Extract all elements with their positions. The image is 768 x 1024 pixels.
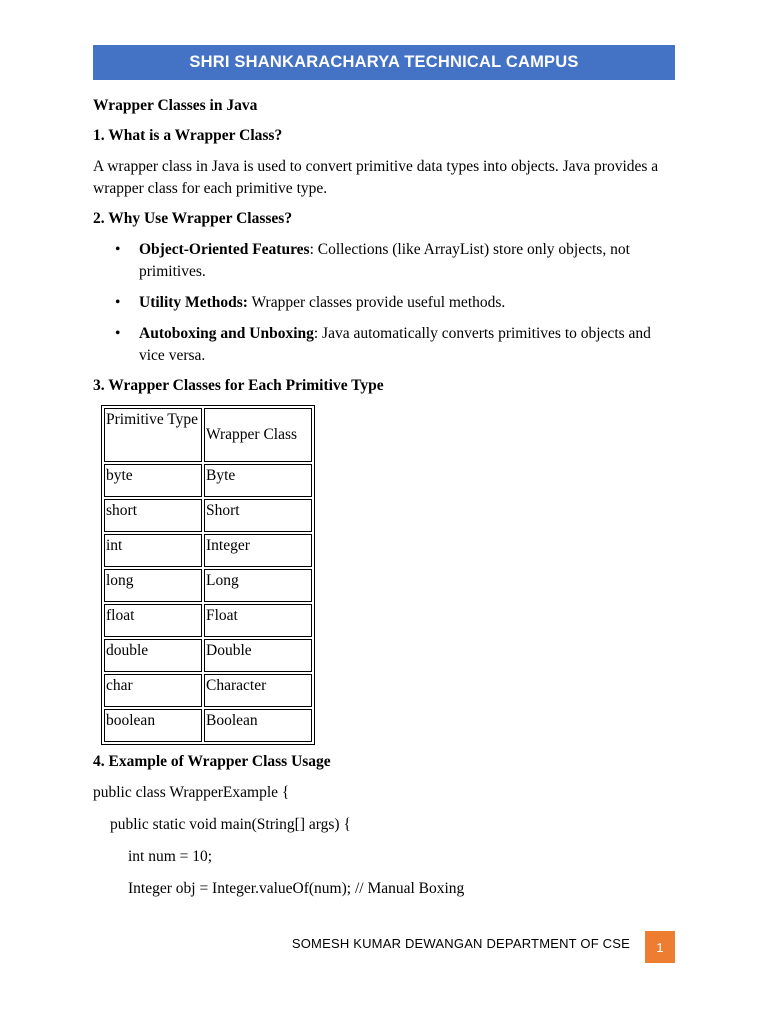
footer-author-dept: SOMESH KUMAR DEWANGAN DEPARTMENT OF CSE [291, 936, 630, 951]
table-cell: long [104, 569, 202, 602]
table-cell: Character [204, 674, 312, 707]
bullet-icon: • [115, 294, 121, 311]
bullet-icon: • [115, 325, 121, 342]
table-cell: char [104, 674, 202, 707]
section-3-heading: 3. Wrapper Classes for Each Primitive Type [93, 377, 384, 394]
list-item-term: Object-Oriented Features [139, 241, 310, 258]
table-cell: Float [204, 604, 312, 637]
list-item-text: Wrapper classes provide useful methods. [247, 294, 506, 311]
code-line: Integer obj = Integer.valueOf(num); // Manual Boxing [128, 880, 465, 897]
bullet-icon: • [115, 241, 121, 258]
list-item-term: Utility Methods: [139, 294, 248, 311]
table-cell: double [104, 639, 202, 672]
code-line: public class WrapperExample { [93, 784, 290, 801]
table-header-cell: Primitive Type [104, 408, 202, 462]
document-title: Wrapper Classes in Java [93, 97, 258, 114]
code-line: int num = 10; [128, 848, 213, 865]
section-2-heading: 2. Why Use Wrapper Classes? [93, 210, 293, 227]
table-row [104, 569, 312, 602]
table-row [104, 604, 312, 637]
list-item [93, 323, 675, 367]
list-item-text: : Collections (like ArrayList) store only objects, not primitives. [139, 241, 630, 280]
list-item-text: : Java automatically converts primitives to objects and vice versa. [139, 325, 651, 364]
table-row [104, 464, 312, 497]
section-1-text: A wrapper class in Java is used to convert primitive data types into objects. Java provides a wrapper class for each primitive type. [93, 158, 659, 197]
table-cell: byte [104, 464, 202, 497]
header-bar [93, 45, 675, 80]
header-title: SHRI SHANKARACHARYA TECHNICAL CAMPUS [189, 53, 579, 71]
document-body [93, 96, 675, 910]
page-number-badge [645, 931, 675, 963]
table-row [104, 534, 312, 567]
page-number: 1 [656, 939, 664, 955]
wrapper-classes-table [101, 405, 315, 745]
table-cell: Integer [204, 534, 312, 567]
table-row [104, 709, 312, 742]
table-cell: Byte [204, 464, 312, 497]
code-line: public static void main(String[] args) { [110, 816, 351, 833]
list-item [93, 239, 675, 283]
list-item [93, 292, 675, 314]
table-header-row [104, 408, 312, 462]
table-cell: Short [204, 499, 312, 532]
list-item-term: Autoboxing and Unboxing [139, 325, 314, 342]
table-row [104, 674, 312, 707]
table-cell: short [104, 499, 202, 532]
section-4-heading: 4. Example of Wrapper Class Usage [93, 753, 331, 770]
table-cell: int [104, 534, 202, 567]
reasons-list [93, 239, 675, 367]
table-row [104, 499, 312, 532]
table-cell: Double [204, 639, 312, 672]
table-cell: Boolean [204, 709, 312, 742]
section-1-heading: 1. What is a Wrapper Class? [93, 127, 283, 144]
table-cell: float [104, 604, 202, 637]
table-header-cell: Wrapper Class [204, 408, 312, 462]
table-cell: Long [204, 569, 312, 602]
table-row [104, 639, 312, 672]
table-cell: boolean [104, 709, 202, 742]
